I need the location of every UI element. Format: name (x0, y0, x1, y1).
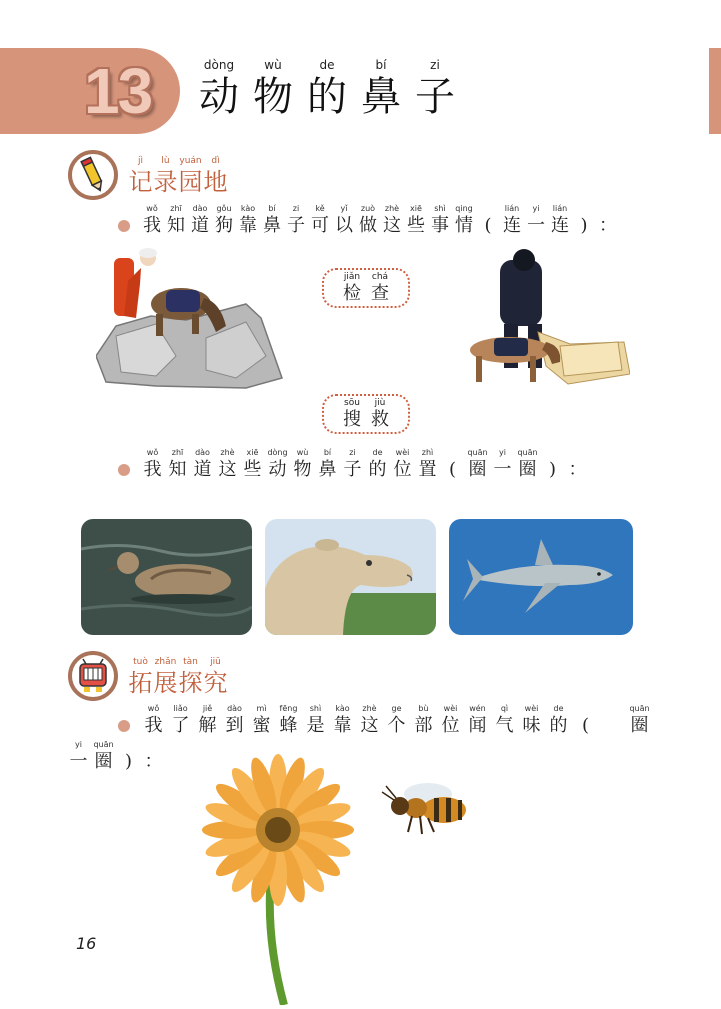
ruby-char (221, 704, 248, 737)
hanzi: 些 (407, 215, 425, 236)
ruby-char (596, 204, 620, 237)
ruby-char (164, 204, 188, 237)
hanzi: 到 (225, 715, 244, 736)
hanzi: ) (124, 751, 133, 772)
hanzi: 一 (69, 751, 88, 772)
hanzi: 鼻 (263, 215, 281, 236)
ruby-char (91, 740, 116, 773)
hanzi: 圈 (94, 751, 113, 772)
hanzi: 连 (551, 215, 569, 236)
hanzi: ( (484, 215, 492, 236)
ruby-char (476, 204, 500, 237)
ruby-char (464, 704, 491, 737)
pinyin: jiě (202, 704, 213, 713)
lesson-number: 13 (84, 55, 152, 127)
ruby-char (515, 448, 540, 481)
pinyin: shì (309, 704, 322, 713)
hanzi: 置 (418, 459, 437, 480)
hanzi: ) (548, 459, 557, 480)
ruby-char (437, 704, 464, 737)
pinyin: yi (532, 204, 540, 213)
hanzi: 解 (198, 715, 217, 736)
hanzi: 了 (171, 715, 190, 736)
pinyin: wù (296, 448, 309, 457)
hanzi: 是 (306, 715, 325, 736)
pinyin: de (372, 448, 383, 457)
pinyin: zi (292, 204, 300, 213)
section-title-record: jì 记 lù 录 yuán 园 dì 地 (128, 156, 228, 196)
hanzi: 物 (293, 459, 312, 480)
ruby-char (365, 448, 390, 481)
pinyin: ge (391, 704, 402, 713)
lesson-title: dòng 动 wù 物 de 的 bí 鼻 zi 子 (199, 58, 455, 120)
hanzi: 动 (268, 459, 287, 480)
ruby-char (545, 704, 572, 737)
pinyin: zhè (220, 448, 235, 457)
hanzi: ： (144, 751, 163, 772)
hanzi: 以 (335, 215, 353, 236)
ruby-char (165, 448, 190, 481)
ruby-char (572, 704, 599, 737)
rescue-dog-photo (96, 246, 286, 390)
hanzi: 做 (359, 215, 377, 236)
pinyin: wǒ (147, 704, 160, 713)
pinyin: quān (93, 740, 114, 749)
pinyin: bí (268, 204, 276, 213)
hanzi: 事 (431, 215, 449, 236)
ruby-char (356, 204, 380, 237)
pinyin: lián (552, 204, 568, 213)
hanzi: 我 (143, 459, 162, 480)
hanzi: 靠 (239, 215, 257, 236)
hanzi: 情 (455, 215, 473, 236)
pinyin: bù (418, 704, 429, 713)
pinyin: lián (504, 204, 520, 213)
hanzi: 圈 (630, 715, 649, 736)
pinyin: de (553, 704, 564, 713)
pinyin: dào (227, 704, 242, 713)
ruby-char (404, 204, 428, 237)
ruby-char (116, 740, 141, 773)
ruby-char (465, 448, 490, 481)
pinyin: wǒ (146, 204, 158, 213)
pinyin: zi (349, 448, 356, 457)
ruby-char (290, 448, 315, 481)
ruby-char (194, 704, 221, 737)
ruby-char (440, 448, 465, 481)
ruby-char (491, 704, 518, 737)
bullet-dot (118, 464, 130, 476)
hanzi: 道 (193, 459, 212, 480)
pinyin: dòng (267, 448, 288, 457)
hanzi: 道 (191, 215, 209, 236)
answer-box-rescue[interactable]: sōu 搜 jiù 救 (322, 394, 410, 434)
bullet-dot (118, 720, 130, 732)
ruby-char (340, 448, 365, 481)
hanzi: 知 (167, 215, 185, 236)
ruby-char (565, 448, 590, 481)
ruby-char (284, 204, 308, 237)
shark-photo[interactable] (449, 519, 633, 635)
pinyin: liǎo (173, 704, 188, 713)
ruby-char (188, 204, 212, 237)
pinyin: wèi (524, 704, 539, 713)
inspection-dog-photo (450, 246, 630, 390)
pencil-icon (68, 150, 118, 200)
hanzi: 可 (311, 215, 329, 236)
pinyin: kào (335, 704, 350, 713)
pinyin: fēng (279, 704, 298, 713)
hanzi: 这 (360, 715, 379, 736)
hanzi: 闻 (468, 715, 487, 736)
pinyin: qing (455, 204, 473, 213)
flower-photo[interactable] (178, 748, 378, 1005)
hanzi: ： (568, 459, 587, 480)
pinyin: yi (75, 740, 82, 749)
pinyin: zhè (384, 204, 400, 213)
pinyin: zhè (362, 704, 377, 713)
pinyin: zuò (360, 204, 376, 213)
pinyin: kào (240, 204, 256, 213)
hanzi: 子 (287, 215, 305, 236)
ruby-char (212, 204, 236, 237)
pinyin: quān (467, 448, 488, 457)
duck-photo[interactable] (81, 519, 252, 635)
pinyin: wèi (395, 448, 410, 457)
pinyin: wǒ (146, 448, 159, 457)
camel-photo[interactable] (265, 519, 436, 635)
pinyin: yi (499, 448, 506, 457)
ruby-char (167, 704, 194, 737)
hanzi: 圈 (468, 459, 487, 480)
ruby-char (140, 704, 167, 737)
hanzi: 鼻 (318, 459, 337, 480)
hanzi: 知 (168, 459, 187, 480)
pinyin: qì (500, 704, 509, 713)
answer-box-check[interactable]: jiǎn 检 chá 查 (322, 268, 410, 308)
hanzi: 味 (522, 715, 541, 736)
hanzi: 靠 (333, 715, 352, 736)
hanzi: 蜂 (279, 715, 298, 736)
question-2 (118, 448, 590, 481)
pinyin: dào (195, 448, 210, 457)
pinyin: wén (469, 704, 486, 713)
hanzi: 一 (493, 459, 512, 480)
hanzi: 的 (549, 715, 568, 736)
pinyin: gǒu (216, 204, 232, 213)
ruby-char (452, 204, 476, 237)
hanzi: 子 (343, 459, 362, 480)
ruby-char (548, 204, 572, 237)
pinyin: kě (315, 204, 325, 213)
hanzi: 连 (503, 215, 521, 236)
ruby-char (248, 704, 275, 737)
pinyin: xiē (410, 204, 422, 213)
pinyin: zhī (171, 448, 184, 457)
ruby-char (599, 704, 626, 737)
ruby-char (518, 704, 545, 737)
ruby-char (572, 204, 596, 237)
section-title-explore: tuò 拓 zhǎn 展 tàn 探 jiū 究 (128, 657, 228, 697)
ruby-char (240, 448, 265, 481)
ruby-char (500, 204, 524, 237)
hanzi: 我 (143, 215, 161, 236)
ruby-char (524, 204, 548, 237)
ruby-char (410, 704, 437, 737)
ruby-char (332, 204, 356, 237)
pinyin: xiē (246, 448, 259, 457)
hanzi: ( (581, 715, 590, 736)
pinyin: mì (256, 704, 267, 713)
ruby-char (275, 704, 302, 737)
ruby-char (260, 204, 284, 237)
pinyin: zhì (421, 448, 434, 457)
explore-robot-icon (68, 651, 118, 701)
ruby-char (308, 204, 332, 237)
hanzi: ( (448, 459, 457, 480)
pinyin: wèi (443, 704, 458, 713)
hanzi: 一 (527, 215, 545, 236)
ruby-char (428, 204, 452, 237)
ruby-char (540, 448, 565, 481)
hanzi: 圈 (518, 459, 537, 480)
pinyin: shì (434, 204, 446, 213)
pinyin: dào (192, 204, 208, 213)
pinyin: quān (629, 704, 650, 713)
hanzi: 部 (414, 715, 433, 736)
ruby-char (415, 448, 440, 481)
ruby-char (140, 448, 165, 481)
hanzi: 些 (243, 459, 262, 480)
ruby-char (265, 448, 290, 481)
question-1 (118, 204, 620, 237)
hanzi: ： (599, 215, 617, 236)
hanzi: 个 (387, 715, 406, 736)
ruby-char (490, 448, 515, 481)
ruby-char (66, 740, 91, 773)
ruby-char (236, 204, 260, 237)
question-3 (118, 704, 653, 737)
page-number: 16 (76, 934, 97, 953)
bee-photo[interactable] (378, 776, 478, 846)
ruby-char (141, 740, 166, 773)
bullet-dot (118, 220, 130, 232)
ruby-char (383, 704, 410, 737)
hanzi: 这 (218, 459, 237, 480)
ruby-char (626, 704, 653, 737)
hanzi: ) (580, 215, 588, 236)
pinyin: yǐ (340, 204, 348, 213)
pinyin: zhī (170, 204, 182, 213)
hanzi: 这 (383, 215, 401, 236)
hanzi: 我 (144, 715, 163, 736)
ruby-char (380, 204, 404, 237)
ruby-char (302, 704, 329, 737)
pinyin: bí (323, 448, 332, 457)
hanzi: 的 (368, 459, 387, 480)
page-edge-tab (709, 48, 721, 134)
ruby-char (390, 448, 415, 481)
hanzi: 蜜 (252, 715, 271, 736)
ruby-char (356, 704, 383, 737)
hanzi: 气 (495, 715, 514, 736)
ruby-char (315, 448, 340, 481)
pinyin: quān (517, 448, 538, 457)
ruby-char (190, 448, 215, 481)
hanzi: 位 (393, 459, 412, 480)
hanzi: 位 (441, 715, 460, 736)
ruby-char (329, 704, 356, 737)
ruby-char (215, 448, 240, 481)
hanzi: 狗 (215, 215, 233, 236)
question-3-continued (66, 740, 166, 773)
ruby-char (140, 204, 164, 237)
